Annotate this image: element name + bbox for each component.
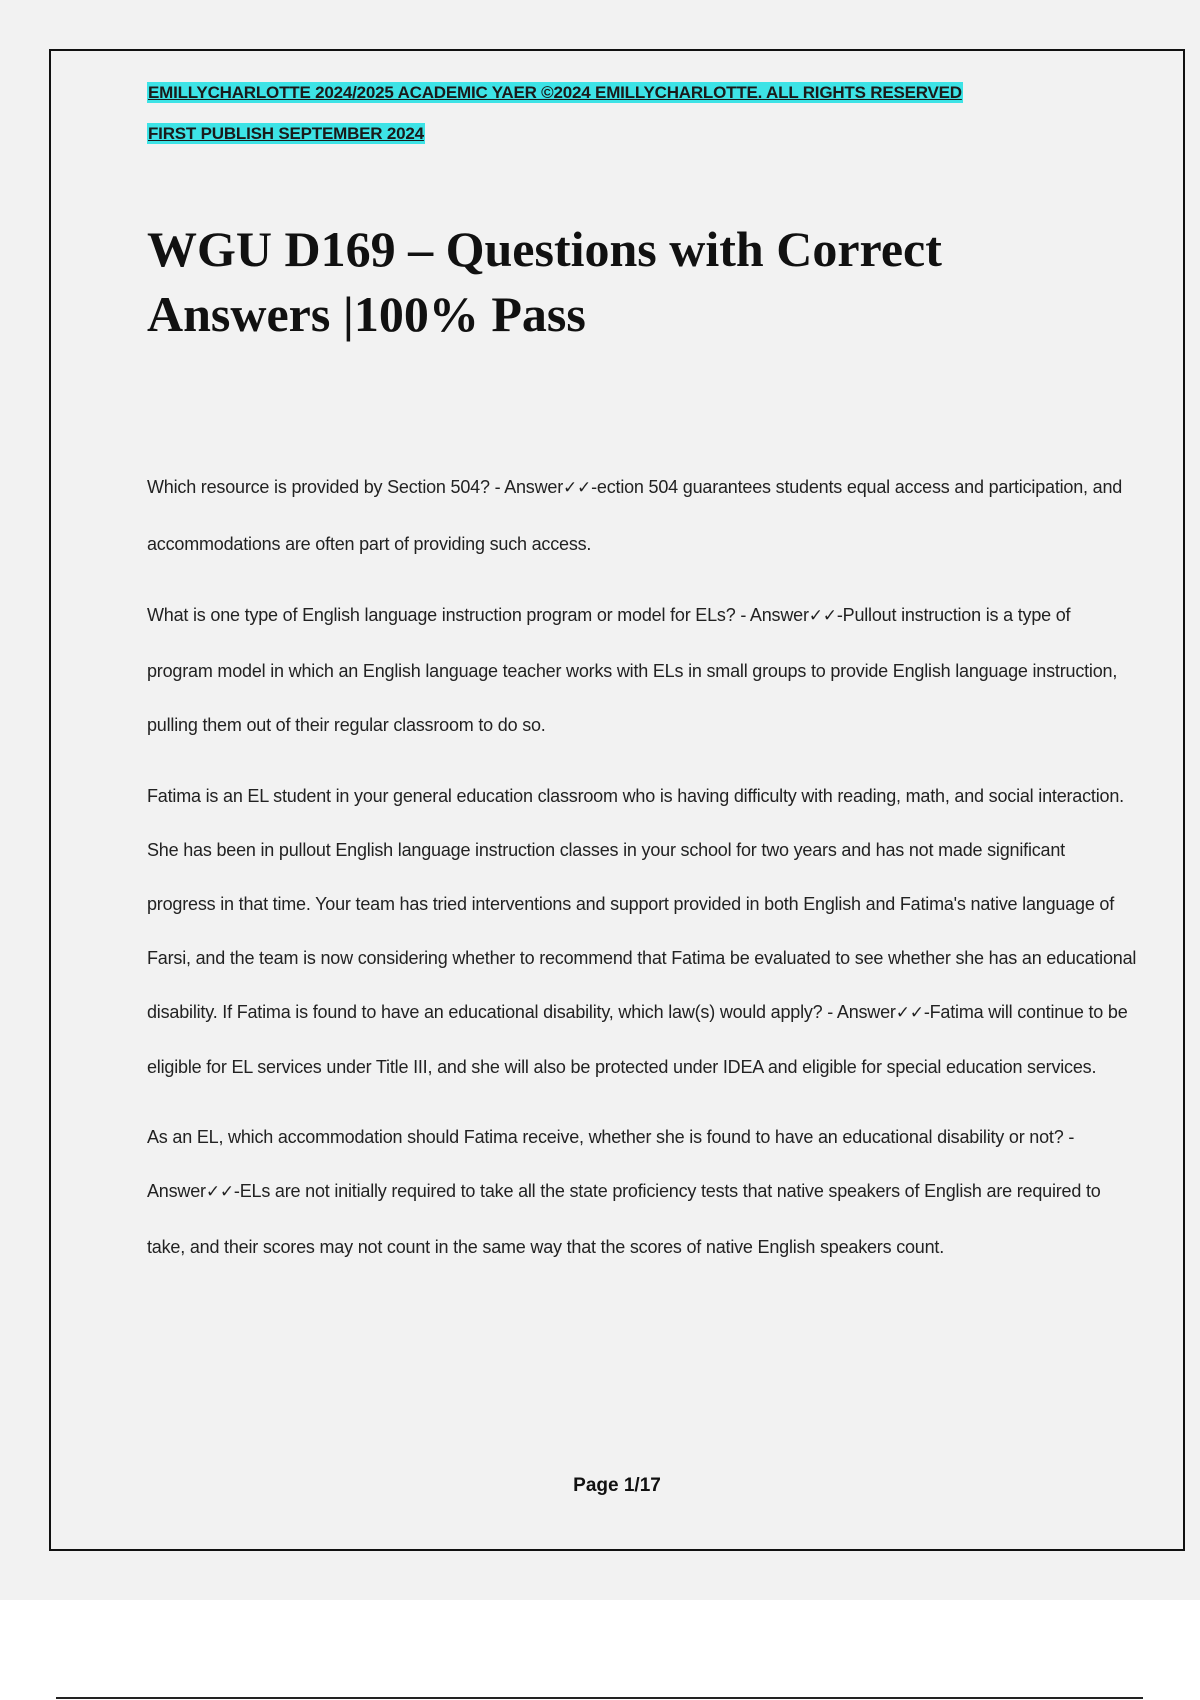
copyright-notice: EMILLYCHARLOTTE 2024/2025 ACADEMIC YAER ©2024 EMILLYCHARLOTTE. ALL RIGHTS RESERVED [148, 83, 962, 102]
publish-date-line [147, 113, 1127, 154]
publish-date-notice: FIRST PUBLISH SEPTEMBER 2024 [148, 124, 424, 143]
page-number: Page 1/17 [573, 1475, 661, 1496]
document-title-line-2: Answers |100% Pass [147, 286, 586, 342]
next-page-divider [56, 1697, 1143, 1699]
copyright-header-line [147, 72, 1127, 113]
double-check-icon: ✓✓ [808, 606, 837, 626]
document-page [49, 49, 1185, 1551]
answer-text: -Pullout instruction is a type of program model in which an English language teacher works with ELs in small groups to provide English language instruction, pulling them out of their regular classroom to do so. [147, 605, 1118, 735]
question-answer-list [147, 459, 1137, 1290]
answer-text: -ELs are not initially required to take all the state proficiency tests that native speakers of English are required to take, and their scores may not count in the same way that the scores of native English speakers count. [147, 1181, 1101, 1257]
question-text: Which resource is provided by Section 504? - Answer [147, 477, 564, 497]
double-check-icon: ✓✓ [205, 1182, 234, 1202]
question-text: Fatima is an EL student in your general education classroom who is having difficulty with reading, math, and social interaction. She has been in pullout English language instruction classes in your school for two years and has not made significant progress in that time. Your team has tried interventions and support provided in both English and Fatima's native language of Farsi, and the team is now considering whether to recommend that Fatima be evaluated to see whether she has an educational disability. If Fatima is found to have an educational disability, which law(s) would apply? - Answer [147, 785, 1137, 1022]
double-check-icon: ✓✓ [895, 1002, 924, 1023]
qa-item [147, 769, 1137, 1094]
qa-item [147, 588, 1137, 753]
qa-item [147, 1110, 1137, 1275]
question-text: As an EL, which accommodation should Fatima receive, whether she is found to have an educational disability or not? - Answer [147, 1126, 1075, 1201]
answer-text: -Fatima will continue to be eligible for EL services under Title III, and she will also be protected under IDEA and eligible for special education services. [147, 1001, 1128, 1077]
double-check-icon: ✓✓ [563, 478, 592, 498]
answer-text: -ection 504 guarantees students equal access and participation, and accommodations are often part of providing such access. [147, 477, 1123, 554]
copyright-header [147, 72, 1127, 154]
qa-item [147, 459, 1137, 572]
document-title-line-1: WGU D169 – Questions with Correct [147, 221, 942, 277]
document-title [147, 217, 1107, 347]
question-text: What is one type of English language instruction program or model for ELs? - Answer [147, 605, 809, 625]
